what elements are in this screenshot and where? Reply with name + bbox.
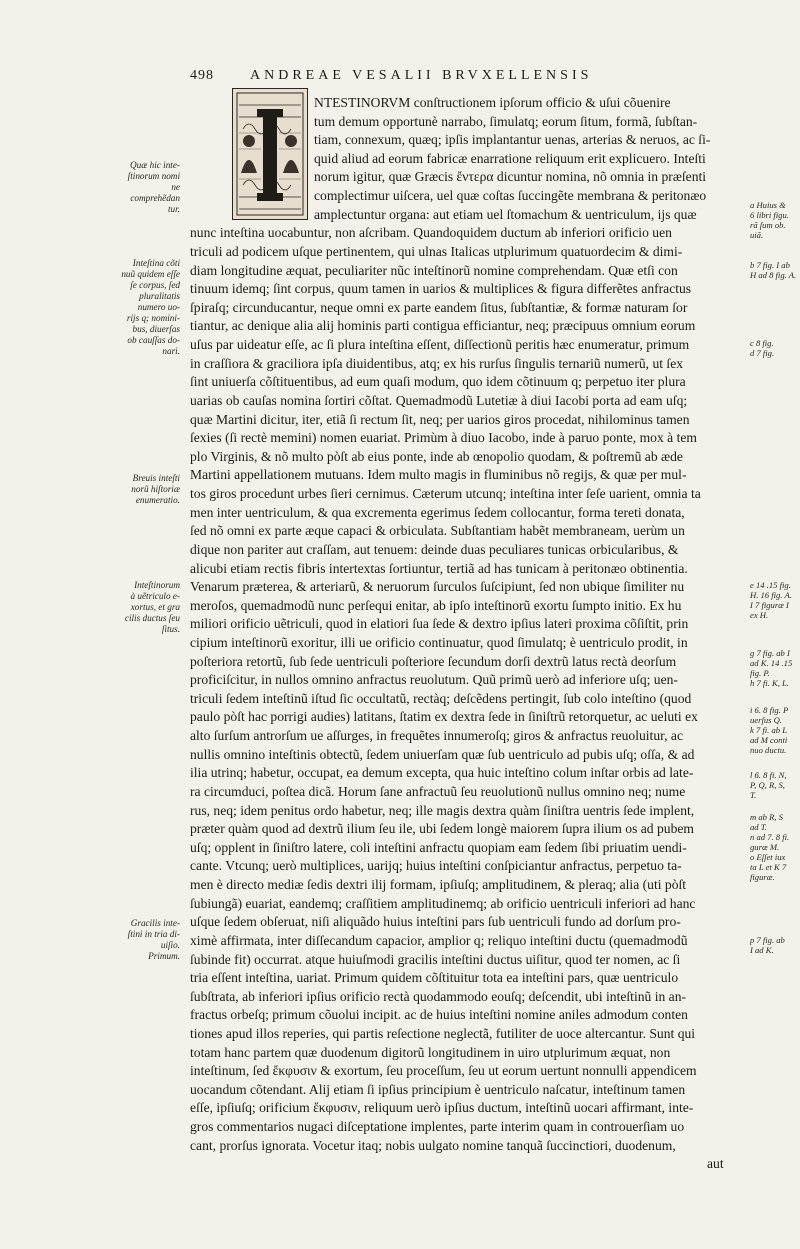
text-line: ſint uniuerſa cõſtituentibus, ad eum quaſi modum, quo idem cõtinuum q; perpetuo iter plura [190,374,686,390]
side-note: m ab R, S ad T. n ad 7. 8 fi. guræ M. o Eſſet iux ta L et K 7 figuræ. [750,812,790,882]
text-line: ſubinde fit) occurrat. atque huiuſmodi gracilis inteſtini ductus uiſitur, quod ter nomen, ac ſi [190,951,681,967]
text-line: præter quàm quod ad dextrũ ilium ſeu ile, ubi ſedem longè maiorem ſupra ilium os ad pubem [190,821,694,837]
text-line: quid aliud ad eorum fabricæ enarratione reliquum erit explicuero. Inteſti [314,150,706,166]
text-line: ſed nõ omni ex parte æque capaci & orbiculata. Subſtantiam habẽt membraneam, uerùm un [190,523,685,539]
text-line: diam longitudine æquat, peculiariter nũc inteſtinorũ nomine comprehendam. Quæ etſi con [190,262,678,278]
text-line: alto ſurſum antrorſum ue aſſurges, in frequẽtes innumeroſq; giros & anfractus reuoluitur, ac [190,728,683,744]
text-line: tum demum opportunè narrabo, ſimulatq; eorum ſitum, formã, ſubſtan- [314,113,698,129]
text-line: ilia utrinq; habetur, occupat, ea demum excepta, qua huic inteſtino colum inſtar orbis ad late- [190,765,694,781]
text-line: ſpiraſq; circunducantur, neque omni ex parte eandem ſitus, ſubſtantiæ, & formæ naturam ſor [190,299,688,315]
text-line: NTESTINORVM conſtructionem ipſorum officio & uſui cõuenire [314,95,671,110]
text-line: in craſſiora & graciliora ipſa diuidentibus, atq; ex his rurſus ſingulis ternariũ numerũ, ut ſex [190,355,684,371]
margin-note: Inteſtina cõti nuũ quidem eſſe ſe corpus, ſed pluralitatis numero uo- rijs q; nomini- bus, diuerſas ob cauſſas do- nari. [121,258,180,356]
text-line: ſubiungã) euariat, eandemq; craſſitiem amplitudinemq; ab orificio uentriculi inferiori ad hanc [190,895,696,911]
text-line: Venarum præterea, & arteriarũ, & neruorum ſurculos ſuſcipiunt, ſed non ubique ſimiliter nu [190,579,685,595]
text-line: eſſe, ipſiuſq; orificium ἔκφυσιν, reliquum uerò ipſius ductum, inteſtinũ uocari affirmant, inte- [190,1100,694,1116]
text-line: totam hanc partem quæ duodenum digitorũ longitudinem in uiro utplurimum æquat, non [190,1044,671,1060]
text-line: triculi ſedem inteſtinũ iſtud ſic occultatũ, rectàq; deſcẽdens pertingit, ſub colo inteſtino (quod [190,690,692,706]
side-note: c 8 fig. d 7 fig. [750,338,775,358]
text-line: paulo pòſt hac porrigi audies) latitans, ſtatim ex dextra ſede in ſiniſtrũ retorquetur, ac ueluti ex [190,709,698,725]
text-line: fractus orbeſq; primum cõuolui incipit. ac de huius inteſtini nomine aniles admodum conten [190,1007,688,1023]
text-line: triculi ad podicem uſque pertinentem, qui ulnas Italicas utplurimum quatuordecim & dimi- [190,243,683,259]
text-line: uſque ſedem obſeruat, niſi aliquãdo huius inteſtini pars ſub uentriculi fundo ad dorſum pro- [190,914,681,930]
text-line: nunc inteſtina uocabuntur, non aſcribam. Quandoquidem ductum ab inferiori orificio uen [190,225,672,241]
text-line: nullis omnino inteſtinis obtectũ, ſedem uniuerſam quæ ſub uentriculo ad pubis uſq; oſſa, & ad [190,746,695,762]
text-line: tiam, connexum, quæq; ipſis implantantur uenas, arterias & neruos, ac ſi- [314,132,711,148]
text-line: cante. Vtcunq; uerò multiplices, uarijq; huius inteſtini conſpiciantur anfractus, perpetuo ta- [190,858,682,874]
text-line: complectimur uiſcera, uel quæ coſtas ſuccingẽte membrana & peritonæo [314,188,707,204]
text-line: plo Virginis, & nõ multo pòſt ab eius ponte, inde ab œnopolio quodam, & poſtremũ ab æde [190,448,683,464]
text-line: miliori orificio uẽtriculi, quod in elatiori ſua ſede & dextro ipſius lateri proxima cõſiſtit, prin [190,616,689,632]
side-note: g 7 fig. ab I ad K. 14 .15 fig. P. h 7 fi. K, L. [750,648,793,688]
woodcut-initial-icon [233,89,307,219]
text-line: proficiſcitur, in nullos omnino anfractus reuolutum. Quũ primũ uerò ad inferiore uſq; uen- [190,672,678,688]
side-note: e 14 .15 fig. H. 16 fig. A. I 7 figuræ I ex H. [750,580,792,620]
text-line: tos giros procedunt urbes ſieri cernimus. Cæterum utcunq; inteſtina inter ſeſe uarient, omnia ta [190,486,701,502]
margin-note: Inteſtinorum à uẽtriculo e- xortus, et gra cilis ductus ſeu ſitus. [124,580,180,634]
text-line: tiones apud illos reperies, qui partis reſectione neglectã, futiliter de uoce altercantur. Sunt qui [190,1026,696,1041]
page-number: 498 [190,68,214,83]
text-line: tinuum idemq; ſint corpus, quum tamen in uarios & multiplices & figura differẽtes anfractus [190,281,692,297]
side-note: l 6. 8 fi. N, P, Q, R, S, T. [750,770,787,800]
text-line: men è directo mediæ ſedis dextri ilij formam, ipſiuſq; amplitudinem, & pleraq; alia (uti pòſt [190,877,687,893]
text-line: tria eſſent inteſtina, uariat. Primum quidem cõſtituitur tota ea inteſtini pars, quæ uentriculo [190,970,679,986]
text-line: ſubſtrata, ab inferiori ipſius orificio rectà quodammodo eouſq; deſcendit, ubi inteſtinũ in an- [190,988,687,1004]
text-line: gros commentarios nugaci diſceptatione implentes, parte interim quam in controuerſiam uo [190,1119,685,1135]
side-note: i 6. 8 fig. P uerſus Q. k 7 fi. ab L ad M conti nuo ductu. [750,705,789,755]
running-head: ANDREAE VESALII BRVXELLENSIS [250,68,593,83]
side-note: p 7 fig. ab I ad K. [750,935,785,955]
text-line: uocandum cõtendant. Alij etiam ſi ipſius principium è uentriculo naſcatur, inteſtinum tamen [190,1081,686,1097]
page-header [190,68,630,90]
margin-note: Gracilis inte- ſtini in tria di- uiſio. Primum. [127,918,180,961]
text-line: cant, prorſus ignorata. Vocetur itaq; nobis uulgato nomine tanquã ſuccinctiori, duodenum, [190,1137,676,1153]
text-line: ximè affirmata, inter diſſecandum capacior, amplior q; reliquo inteſtini ductu (quemadmodũ [190,932,688,948]
text-line: Martini appellationem mutuans. Idem multo magis in fluminibus nõ regijs, & quæ per mul- [190,467,687,483]
text-line: poſteriora retortũ, ſub ſede uentriculi poſteriore ſecundum dorſi dextrũ latus rectà deorſum [190,653,677,669]
text-line: amplectuntur organa: aut etiam uel ſtomachum & uentriculum, ijs quæ [314,206,697,222]
text-line: uarias ob cauſas nomina ſortiri cõſtat. Quemadmodũ Lutetiæ à diui Iacobi porta ad eam uſq; [190,392,688,408]
side-note: a Huius & 6 libri figu. rã ſum ob. uiã. [750,200,789,240]
decorated-initial-image [232,88,308,220]
text-line: inteſtinum, ſed ἔκφυσιν & exortum, ſeu proceſſum, ſeu ut eorum uertunt nonnulli appendicem [190,1063,697,1079]
text-line: alicubi etiam rectis fibris intertextas ſortiuntur, tertiã ad has tunicam à peritonæo obtinentia. [190,560,688,576]
text-line: aut [707,1156,724,1172]
text-line: dique non pariter aut craſſam, aut tenuem: deinde duas peculiares tunicas orbicularibus, & [190,541,679,557]
text-line: tiantur, ac denique alia alij hominis parti contigua efficiantur, neq; præcipuus omnium eorum [190,318,696,334]
text-line: rus, neq; idem penitus ordo habetur, neq; ille magis dextra quàm ſiniſtra uentris ſede implent, [190,802,695,818]
text-line: meroſos, quemadmodũ nunc perſequi enitar, ab ipſo inteſtinorũ exortu ſumpto initio. Ex hu [190,597,682,613]
text-line: men inter uentriculum, & qua excrementa egerimus ſedem collocantur, forma tereti donata, [190,504,685,520]
margin-note: Breuis inteſti norũ hiſtoriæ enumeratio. [131,473,180,505]
text-line: ra circumduci, poſtea dicã. Horum ſane anfractuũ ſeu reuolutionũ nullus omnino neq; nume [190,783,686,799]
text-line: quæ Martini dicitur, iter, etiã ſi rectum ſit, neq; per uarios giros procedat, nihilominus tamen [190,411,690,427]
margin-note: Quæ hic inte- ſtinorum nomi ne comprehẽdan tur. [127,160,180,214]
text-line: uſus par uideatur eſſe, ac ſi plura inteſtina eſſent, diſſectionũ peritis hæc enumeratur, primum [190,337,690,353]
text-line: norum igitur, quæ Græcis ἔντερα dicuntur nomina, nõ omnia in præſenti [314,169,707,185]
text-line: ſexies (ſi rectè memini) nomen euariat. Primùm à diuo Iacobo, inde à paruo ponte, mox à tem [190,430,697,446]
text-line: uſq; opplent in ſiniſtro latere, coli inteſtini anfractu quopiam eam ſedem ſibi priuatim uendi- [190,839,687,855]
text-line: cipium inteſtinorũ exoritur, illi ue orificio continuatur, quod ſimulatq; è uentriculo prodit, in [190,634,688,650]
side-note: b 7 fig. I ab H ad 8 fig. A. [750,260,797,280]
